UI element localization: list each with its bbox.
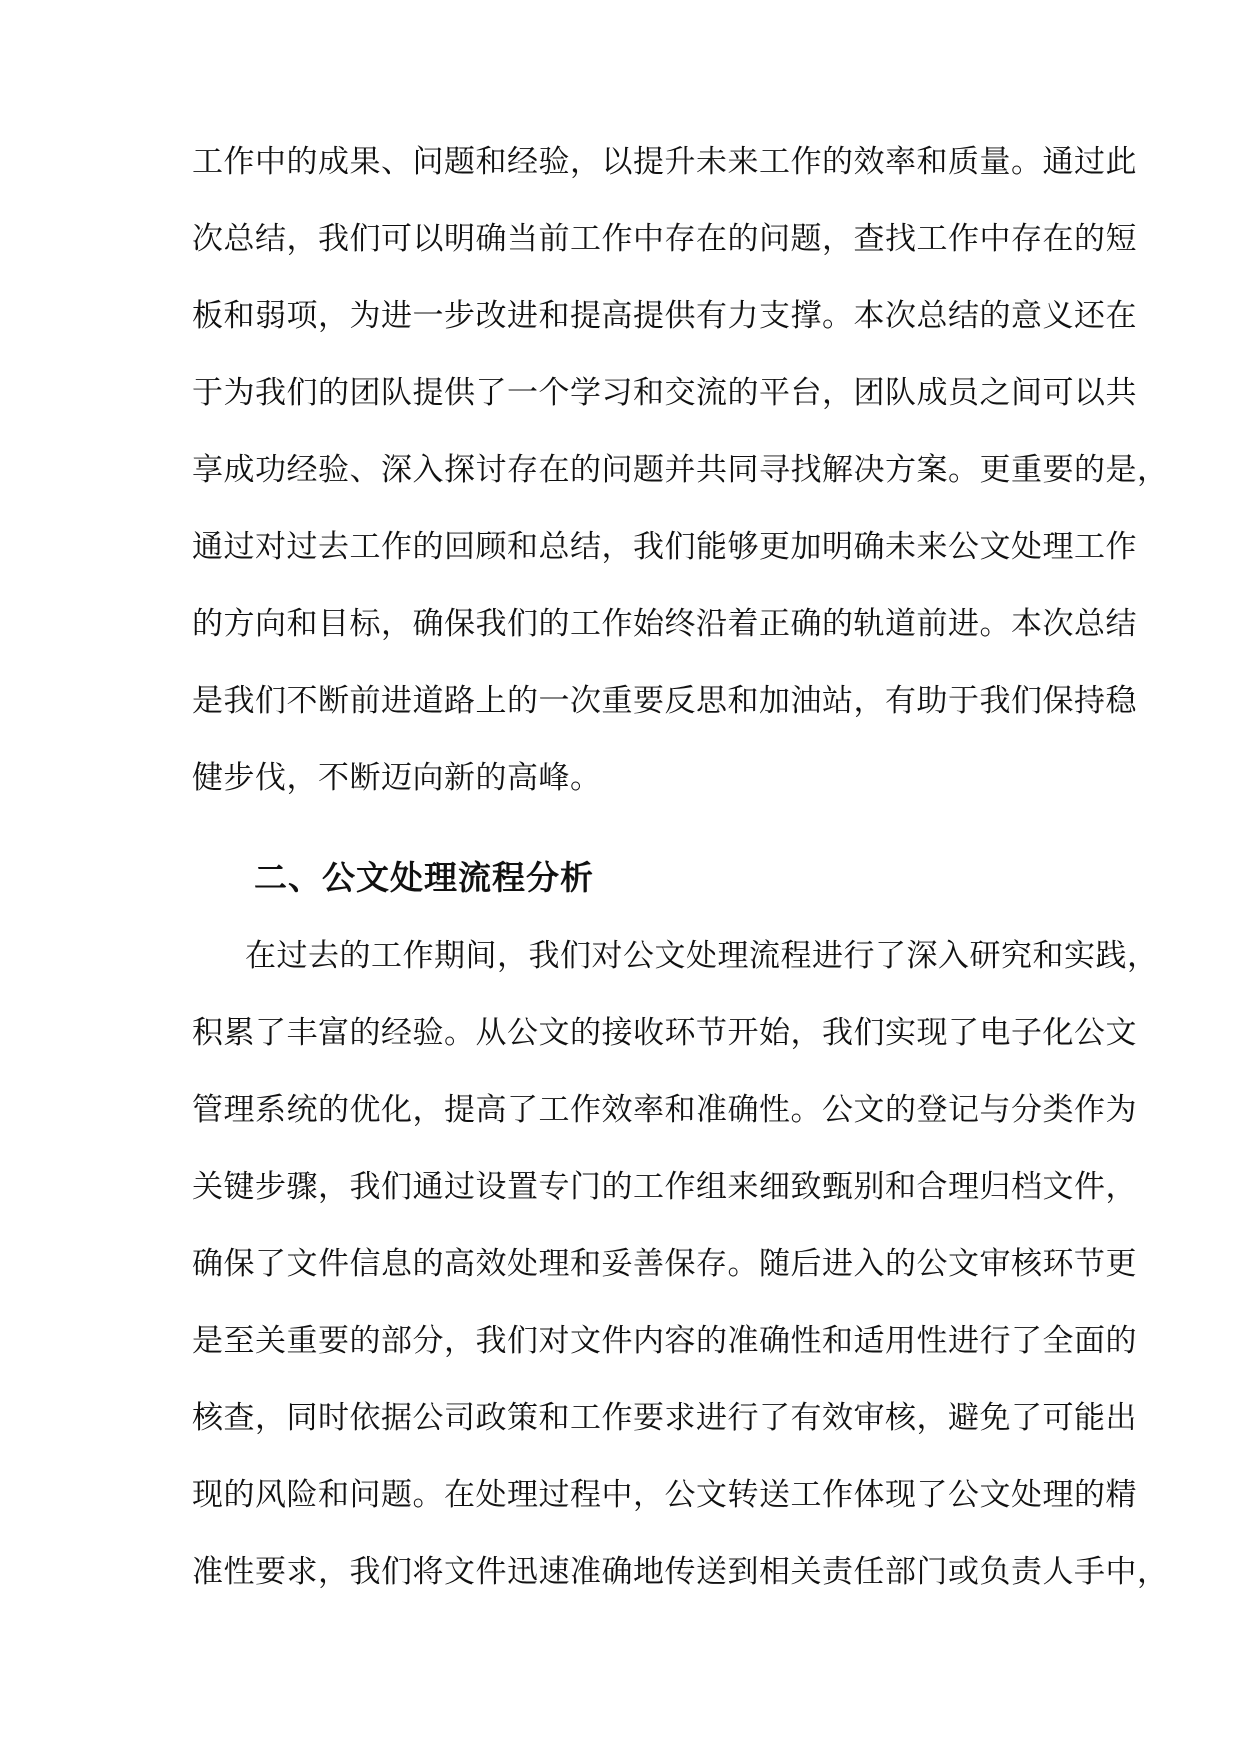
text-line: 现的风险和问题。在处理过程中，公文转送工作体现了公文处理的精 xyxy=(192,1477,1137,1513)
text-line: 管理系统的优化，提高了工作效率和准确性。公文的登记与分类作为 xyxy=(192,1092,1137,1128)
text-line: 于为我们的团队提供了一个学习和交流的平台，团队成员之间可以共 xyxy=(192,375,1137,411)
text-line: 享成功经验、深入探讨存在的问题并共同寻找解决方案。更重要的是， xyxy=(192,452,1169,488)
paragraph-process-analysis xyxy=(192,937,1169,1591)
text-line: 在过去的工作期间，我们对公文处理流程进行了深入研究和实践， xyxy=(245,938,1159,974)
text-line: 板和弱项，为进一步改进和提高提供有力支撑。本次总结的意义还在 xyxy=(192,298,1137,334)
text-line: 确保了文件信息的高效处理和妥善保存。随后进入的公文审核环节更 xyxy=(192,1246,1137,1282)
paragraph-summary-significance xyxy=(192,143,1169,797)
text-line: 次总结，我们可以明确当前工作中存在的问题，查找工作中存在的短 xyxy=(192,221,1137,257)
text-line: 是至关重要的部分，我们对文件内容的准确性和适用性进行了全面的 xyxy=(192,1323,1137,1359)
text-line: 核查，同时依据公司政策和工作要求进行了有效审核，避免了可能出 xyxy=(192,1400,1137,1436)
text-line: 的方向和目标，确保我们的工作始终沿着正确的轨道前进。本次总结 xyxy=(192,606,1137,642)
text-line: 准性要求，我们将文件迅速准确地传送到相关责任部门或负责人手中， xyxy=(192,1554,1169,1590)
text-line: 工作中的成果、问题和经验，以提升未来工作的效率和质量。通过此 xyxy=(192,144,1137,180)
section-heading: 二、公文处理流程分析 xyxy=(254,858,594,897)
text-line: 健步伐，不断迈向新的高峰。 xyxy=(192,760,602,796)
text-line: 通过对过去工作的回顾和总结，我们能够更加明确未来公文处理工作 xyxy=(192,529,1137,565)
text-line: 是我们不断前进道路上的一次重要反思和加油站，有助于我们保持稳 xyxy=(192,683,1137,719)
text-line: 积累了丰富的经验。从公文的接收环节开始，我们实现了电子化公文 xyxy=(192,1015,1137,1051)
text-line: 关键步骤，我们通过设置专门的工作组来细致甄别和合理归档文件， xyxy=(192,1169,1137,1205)
document-body xyxy=(192,143,1169,1630)
